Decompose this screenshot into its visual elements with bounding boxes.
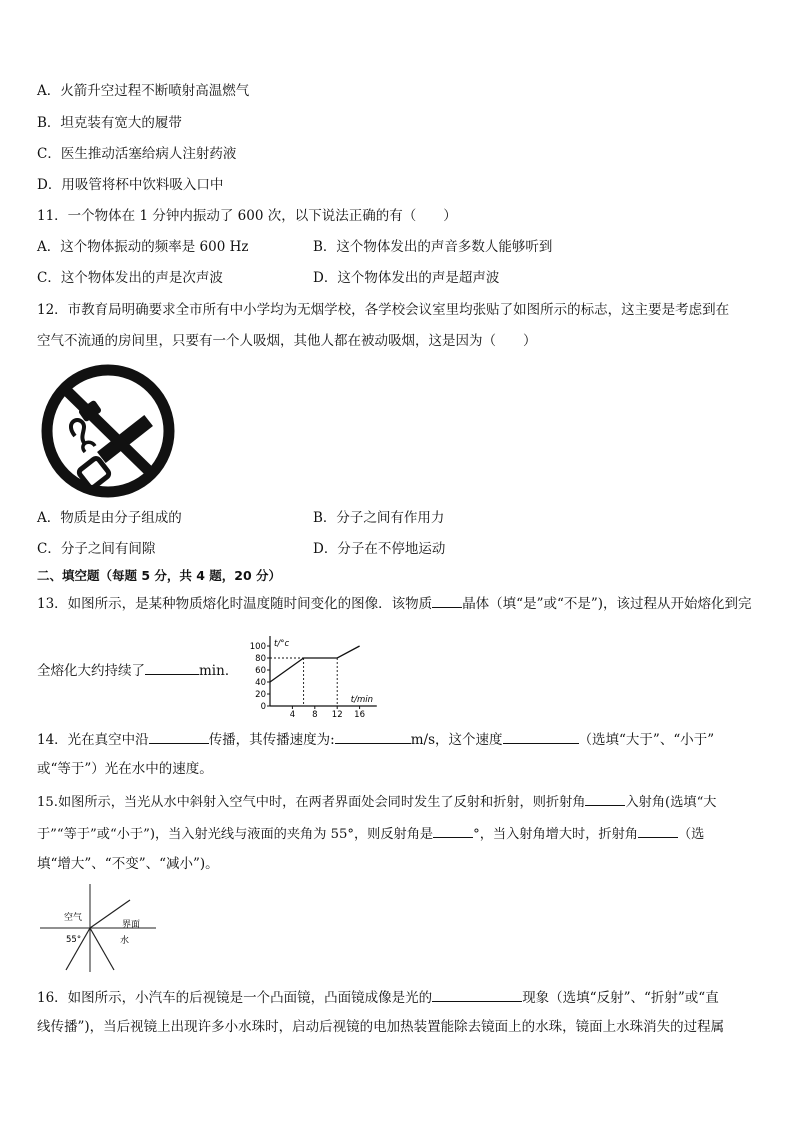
q12-option-a: A．物质是由分子组成的 <box>37 510 182 526</box>
y-tick-label: 40 <box>255 678 266 688</box>
q11-option-c: C．这个物体发出的声是次声波 <box>37 270 223 286</box>
q14-line1 <box>37 729 714 749</box>
x-tick-label: 8 <box>312 710 318 718</box>
q11-option-b: B．这个物体发出的声音多数人能够听到 <box>313 239 553 255</box>
q11-option-d: D．这个物体发出的声是超声波 <box>313 270 500 286</box>
y-tick-label: 80 <box>255 654 266 664</box>
q14-blank-1[interactable] <box>149 729 209 744</box>
q12-option-b: B．分子之间有作用力 <box>313 510 445 526</box>
q14-blank-3[interactable] <box>503 729 579 744</box>
x-tick-label: 16 <box>354 710 366 718</box>
q16-line1 <box>37 987 719 1007</box>
no-smoking-sign <box>40 364 176 498</box>
x-tick-label: 12 <box>331 710 343 718</box>
q11-option-a: A．这个物体振动的频率是 600 Hz <box>37 239 249 255</box>
q11-stem: 11．一个物体在 1 分钟内振动了 600 次，以下说法正确的有（ ） <box>37 208 457 224</box>
q12-stem-line2: 空气不流通的房间里，只要有一个人吸烟，其他人都在被动吸烟，这是因为（ ） <box>37 333 537 349</box>
q10-option-c: C．医生推动活塞给病人注射药液 <box>37 146 237 162</box>
x-tick-label: 4 <box>289 710 296 718</box>
y-tick-label: 0 <box>260 702 266 712</box>
q16-line1-text-b: 现象（选填“反射”、“折射”或“直 <box>522 990 719 1006</box>
q15-line2 <box>37 823 704 844</box>
q15-line2-text-c: （选 <box>677 827 705 842</box>
q14-blank-2[interactable] <box>335 729 411 744</box>
y-tick-label: 60 <box>255 666 266 676</box>
q16-blank-1[interactable] <box>432 987 522 1002</box>
y-tick-label: 100 <box>249 642 266 652</box>
q15-line2-text-a: 于”“等于”或“小于”)，当入射光线与液面的夹角为 55°，则反射角是 <box>37 827 434 842</box>
q10-option-b: B．坦克装有宽大的履带 <box>37 115 182 131</box>
q14-line1-text-d: （选填“大于”、“小于” <box>578 732 715 748</box>
q12-option-c: C．分子之间有间隙 <box>37 541 156 557</box>
q13-line2 <box>37 660 238 680</box>
q13-line2-text: 全熔化大约持续了 <box>37 663 145 679</box>
q15-blank-1[interactable] <box>585 791 625 806</box>
q13-blank-2[interactable] <box>145 660 199 675</box>
q13-line1 <box>37 593 752 613</box>
q15-line3: 填“增大”、“不变”、“减小”)。 <box>37 856 219 872</box>
q13-blank-1[interactable] <box>432 593 462 608</box>
q14-line1-text-b: 传播，其传播速度为: <box>208 732 335 748</box>
reflected-ray <box>90 928 114 970</box>
label-water: 水 <box>120 936 130 946</box>
q10-option-a: A．火箭升空过程不断喷射高温燃气 <box>37 83 250 99</box>
q15-blank-2[interactable] <box>433 823 473 838</box>
x-axis-label: t/min <box>350 695 374 705</box>
q12-option-d: D．分子在不停地运动 <box>313 541 446 557</box>
q15-line1-text-b: 入射角(选填“大 <box>625 795 717 810</box>
y-axis-label: t/°c <box>274 639 290 649</box>
q12-stem-line1: 12．市教育局明确要求全市所有中小学均为无烟学校，各学校会议室里均张贴了如图所示的标志，这主要是考虑到在 <box>37 302 730 318</box>
q15-blank-3[interactable] <box>638 823 678 838</box>
melting-chart <box>232 620 432 718</box>
q13-line2-text-b: min． <box>199 663 239 679</box>
q15-line1 <box>37 791 717 812</box>
q16-line2: 线传播”)，当后视镜上出现许多小水珠时，启动后视镜的电加热装置能除去镜面上的水珠，镜面上水珠消失的过程属 <box>37 1019 725 1035</box>
q13-line1-text-b: 晶体（填“是”或“不是”)，该过程从开始熔化到完 <box>462 596 752 612</box>
refraction-diagram <box>38 880 158 974</box>
label-air: 空气 <box>64 913 83 923</box>
q14-line1-text-a: 14．光在真空中沿 <box>37 732 149 748</box>
q13-line1-text: 13．如图所示，是某种物质熔化时温度随时间变化的图像．该物质 <box>37 596 433 612</box>
temperature-series-line <box>270 646 360 682</box>
q14-line2: 或“等于”）光在水中的速度。 <box>37 761 213 777</box>
q15-line1-text-a: 15.如图所示，当光从水中斜射入空气中时，在两者界面处会同时发生了反射和折射，则折射角 <box>37 795 586 810</box>
label-interface: 界面 <box>122 920 141 930</box>
q10-option-d: D．用吸管将杯中饮料吸入口中 <box>37 177 224 193</box>
q15-line2-text-b: °，当入射角增大时，折射角 <box>473 827 638 842</box>
label-angle: 55° <box>66 935 82 945</box>
section-title: 二、填空题（每题 5 分，共 4 题，20 分） <box>37 568 282 583</box>
q14-line1-text-c: m/s，这个速度 <box>410 732 503 748</box>
q16-line1-text-a: 16．如图所示，小汽车的后视镜是一个凸面镜，凸面镜成像是光的 <box>37 990 433 1006</box>
y-tick-label: 20 <box>255 690 266 700</box>
